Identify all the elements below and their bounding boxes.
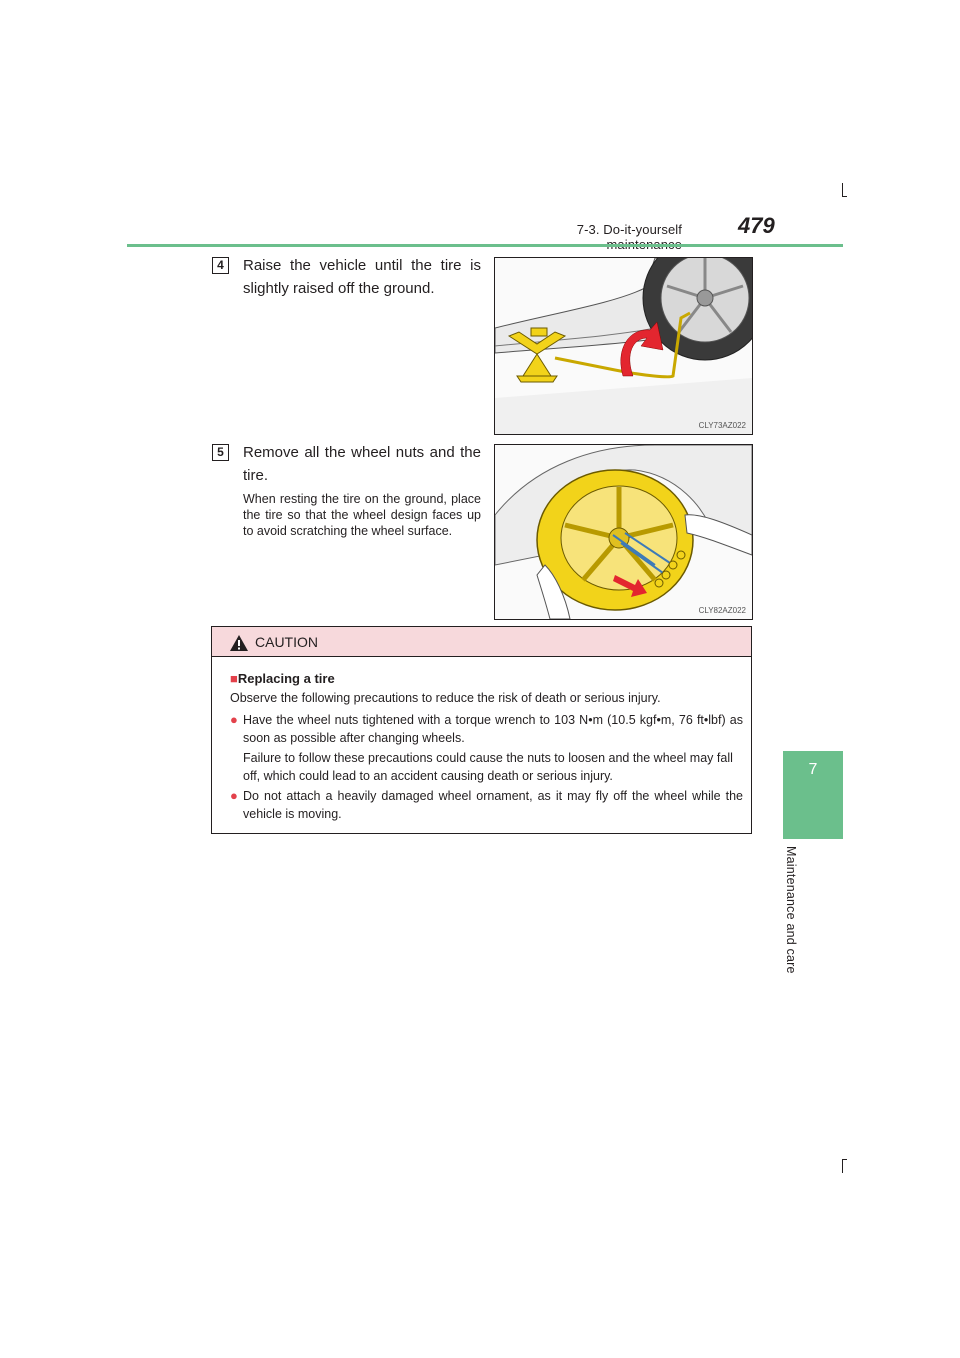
step-5-text: Remove all the wheel nuts and the tire. xyxy=(243,444,481,484)
tire-removal-illustration xyxy=(495,445,752,619)
bullet-dot-icon: ● xyxy=(230,712,238,727)
step-4-text: Raise the vehicle until the tire is slightly raised off the ground. xyxy=(243,257,481,297)
page-number: 479 xyxy=(738,213,775,238)
figure-raise-vehicle xyxy=(494,257,753,435)
chapter-title: Maintenance and care xyxy=(784,846,798,974)
chapter-number: 7 xyxy=(808,761,818,778)
caution-box xyxy=(211,626,752,834)
caution-bullet-2-text: Do not attach a heavily damaged wheel ornament, as it may fly off the wheel while the vehicle is moving. xyxy=(243,789,743,821)
crop-mark-top-foot xyxy=(842,196,847,197)
chapter-tab xyxy=(783,751,843,839)
chapter-title-vertical xyxy=(784,846,802,974)
step-number-4: 4 xyxy=(212,257,229,274)
section-title: 7-3. Do-it-yourself xyxy=(576,222,682,237)
caution-subheading-text: Replacing a tire xyxy=(237,671,335,686)
step-5-note: When resting the tire on the ground, place the tire so that the wheel design faces up to avoid scratching the wheel surface. xyxy=(243,492,481,538)
caution-header xyxy=(212,627,751,657)
crop-mark-top xyxy=(842,183,843,197)
figure-remove-tire xyxy=(494,444,753,620)
figure-code: CLY82AZ022 xyxy=(698,606,746,615)
jack-illustration xyxy=(495,258,752,434)
figure-code: CLY73AZ022 xyxy=(698,421,746,430)
caution-bullet-1-follow: Failure to follow these precautions could cause the nuts to loosen and the wheel may fall off, which could lead to an accident causing death or serious injury. xyxy=(243,751,733,783)
caution-bullet-1 xyxy=(230,711,743,747)
crop-mark-bottom-foot xyxy=(842,1159,847,1160)
caution-bullet-1-text: Have the wheel nuts tightened with a torque wrench to 103 N•m (10.5 kgf•m, 76 ft•lbf) as soon as possible after changing wheels. xyxy=(243,713,743,745)
caution-title: CAUTION xyxy=(255,634,318,650)
caution-bullet-2 xyxy=(230,787,743,823)
header-rule xyxy=(127,244,843,247)
caution-intro: Observe the following precautions to reduce the risk of death or serious injury. xyxy=(230,691,661,705)
warning-triangle-icon xyxy=(229,634,249,652)
step-number-5: 5 xyxy=(212,444,229,461)
bullet-dot-icon: ● xyxy=(230,788,238,803)
bullet-square-icon: ■ xyxy=(230,671,238,686)
caution-subheading xyxy=(230,671,335,686)
crop-mark-bottom xyxy=(842,1159,843,1173)
